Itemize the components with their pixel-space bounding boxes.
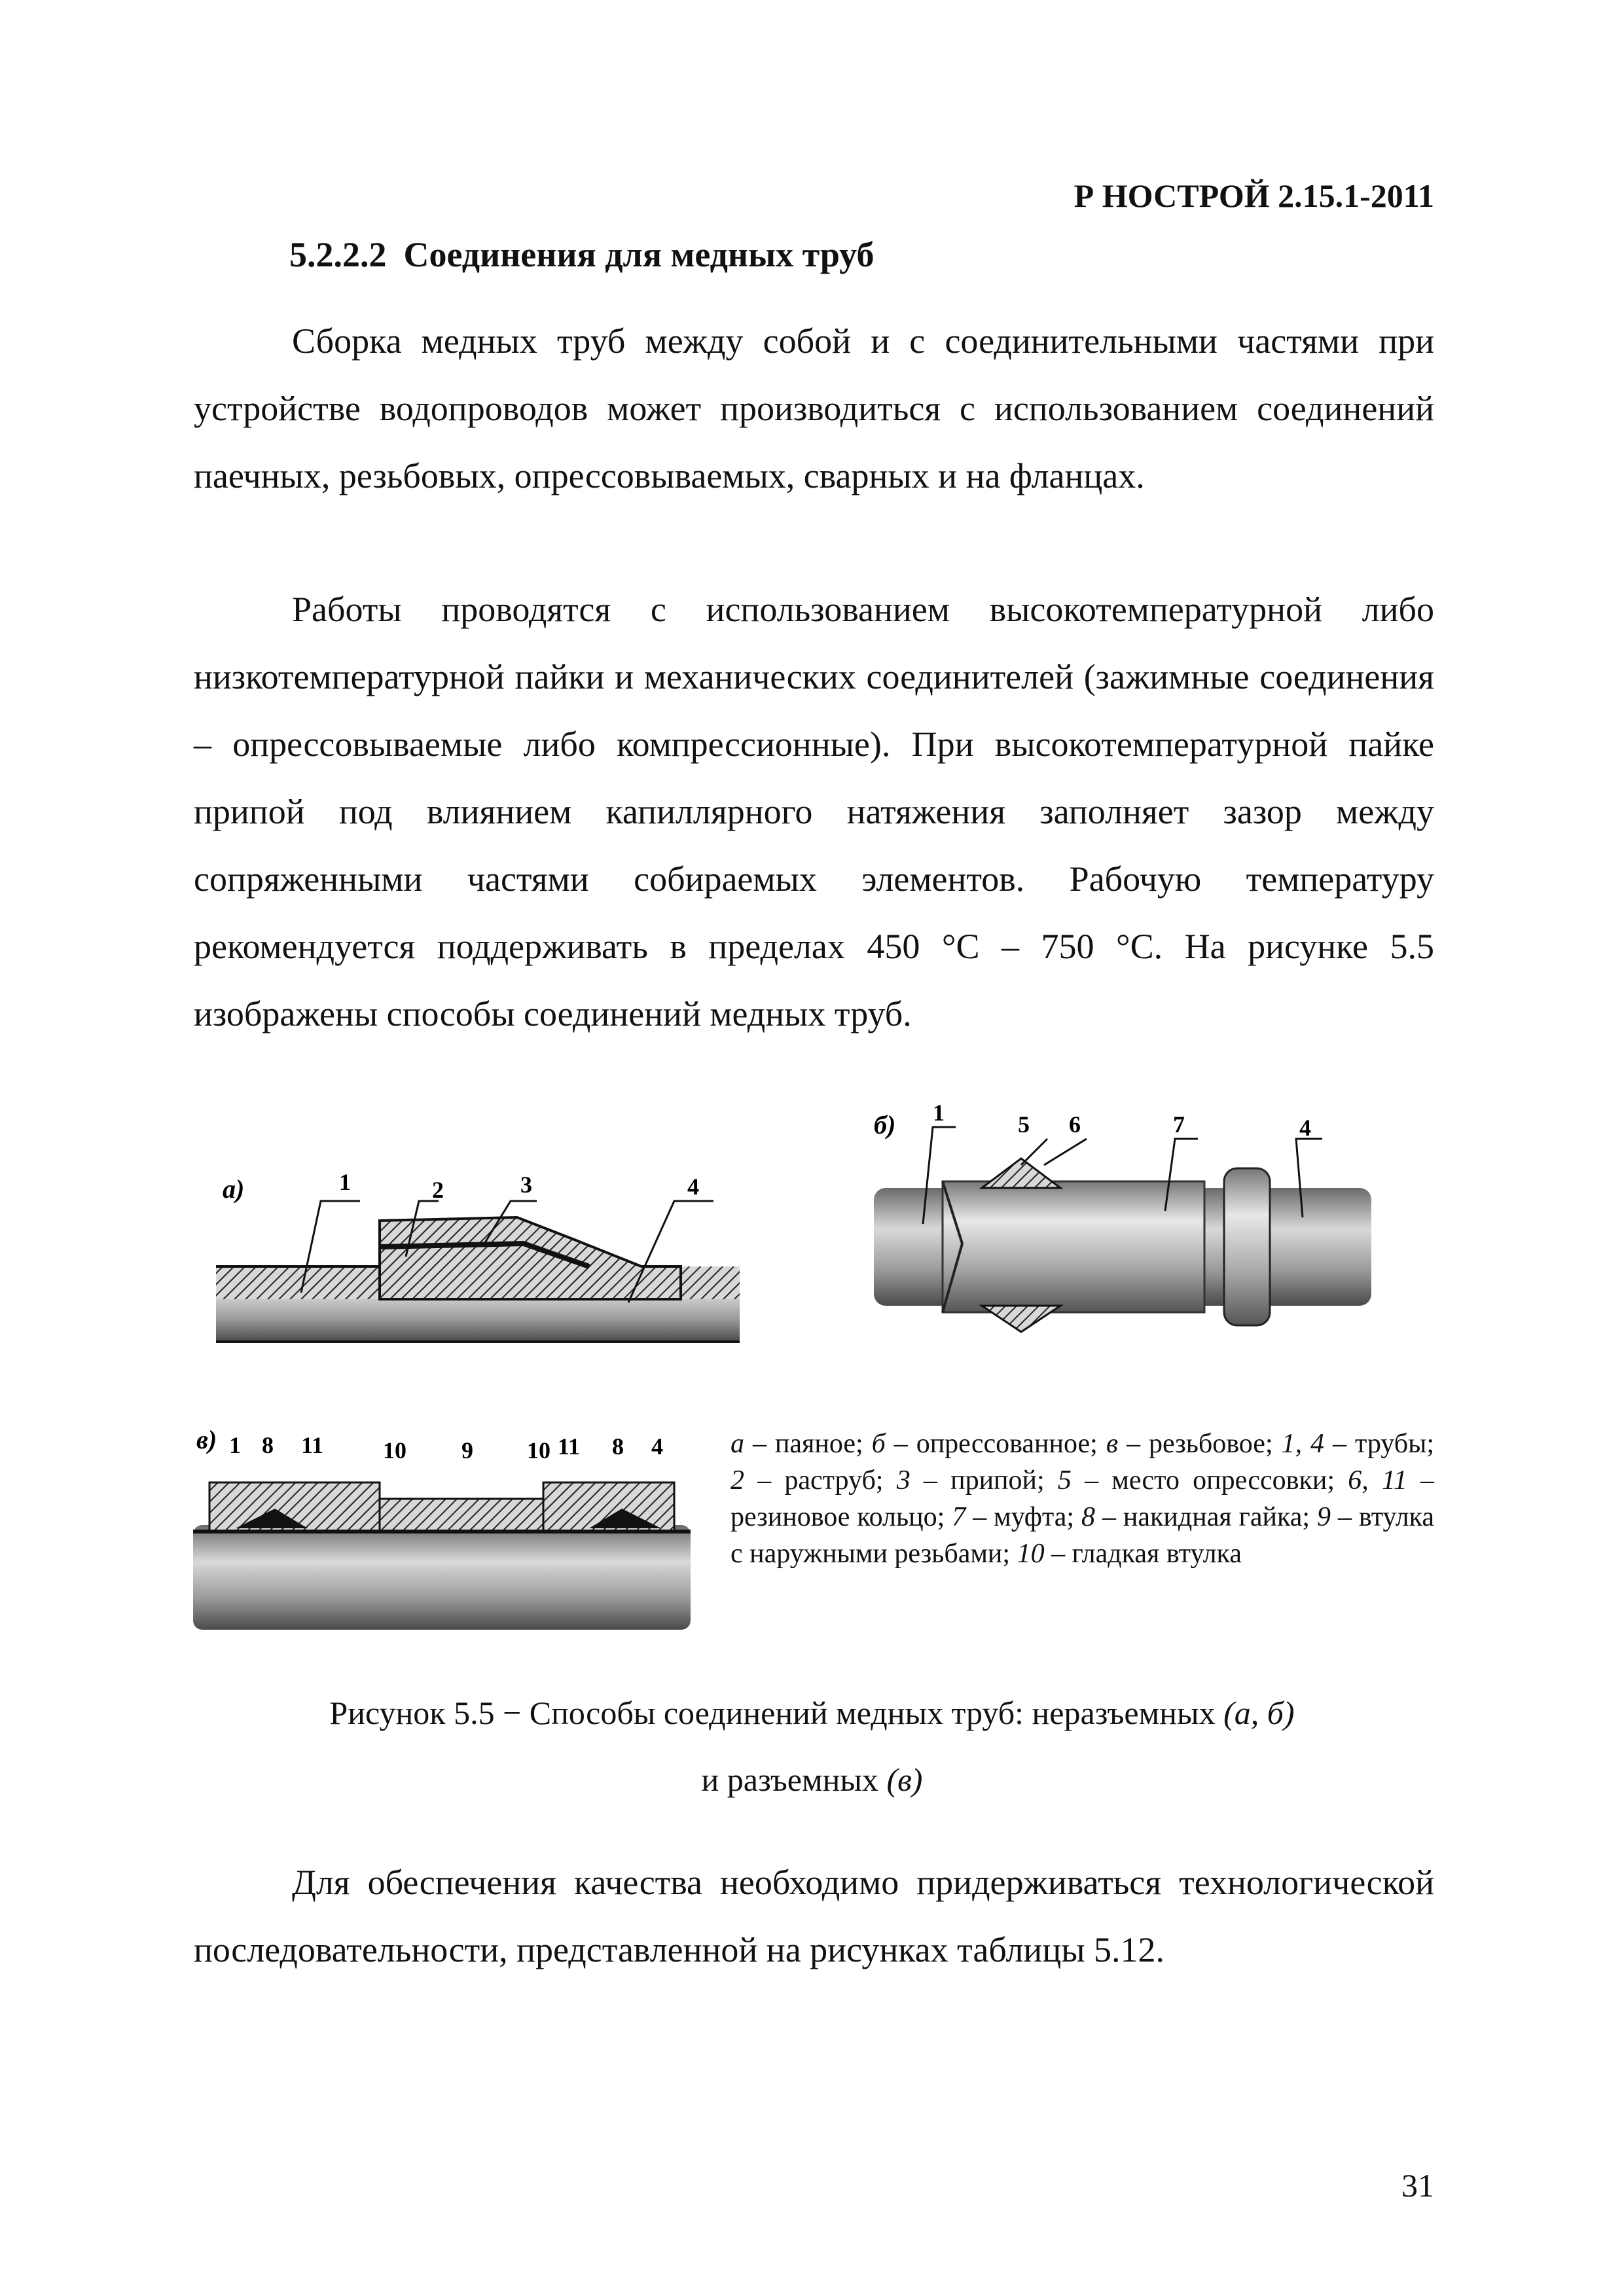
document-code: Р НОСТРОЙ 2.15.1-2011 bbox=[1074, 177, 1434, 214]
figure-v-callout-11b: 11 bbox=[558, 1433, 581, 1460]
figure-v-callout-8b: 8 bbox=[612, 1433, 624, 1460]
figure-v-callout-1: 1 bbox=[229, 1432, 241, 1458]
figure-b-collar bbox=[1224, 1168, 1270, 1325]
figure-v-letter: в) bbox=[196, 1425, 217, 1454]
figure-a-letter: а) bbox=[223, 1174, 245, 1204]
figure-legend: а – паяное; б – опрессованное; в – резьбовое; 1, 4 – трубы; 2 – раструб; 3 – припой; 5 – место опрессовки; 6, 11 – резиновое кольцо; 7 – муфта; 8 – накидная гайка; 9 – втулка с наружными резьбами; 10 – гладкая втулка bbox=[731, 1429, 1435, 1569]
figure-a-soldered-joint bbox=[216, 1217, 740, 1342]
figure-v-callout-8: 8 bbox=[262, 1432, 274, 1458]
figure-a-callout-4: 4 bbox=[687, 1174, 699, 1200]
figure-v-callout-10: 10 bbox=[383, 1437, 406, 1463]
paragraph-quality: Для обеспечения качества необходимо придерживаться технологической последовательности, представленной на рисунках таблицы 5.12. bbox=[194, 1863, 1434, 1969]
figure-b-pressed-joint bbox=[874, 1158, 1371, 1332]
figure-a-callout-1: 1 bbox=[339, 1169, 351, 1195]
figure-caption-line-1: Рисунок 5.5 − Способы соединений медных труб: неразъемных (а, б) bbox=[329, 1695, 1295, 1731]
figure-b-coupling bbox=[943, 1181, 1204, 1312]
figure-b-callout-1: 1 bbox=[933, 1100, 945, 1126]
figure-v-threaded-joint bbox=[193, 1482, 691, 1630]
figure-b-callout-7: 7 bbox=[1173, 1111, 1185, 1138]
figure-v-callout-10b: 10 bbox=[527, 1437, 550, 1463]
figure-caption-line-2: и разъемных (в) bbox=[701, 1761, 923, 1798]
paragraph-assembly: Сборка медных труб между собой и с соединительными частями при устройстве водопроводов может производиться с использованием соединений паечных, резьбовых, опрессовываемых, сварных и на фланцах. bbox=[194, 321, 1434, 495]
figure-b-callout-5: 5 bbox=[1018, 1111, 1030, 1138]
figure-v-callout-11: 11 bbox=[301, 1432, 324, 1458]
figure-v-callout-4: 4 bbox=[651, 1433, 663, 1460]
figure-a-callout-2: 2 bbox=[432, 1177, 444, 1203]
figure-a-callout-3: 3 bbox=[520, 1172, 532, 1198]
figure-b-callout-6: 6 bbox=[1069, 1111, 1081, 1138]
figure-v-callout-9: 9 bbox=[461, 1437, 473, 1463]
paragraph-soldering: Работы проводятся с использованием высокотемпературной либо низкотемпературной пайки и механических соединителей (зажимные соединения – опрессовываемые либо компрессионные). При высокотемпературной пайке припой под влиянием капиллярного натяжения заполняет зазор между сопряженными частями собираемых элементов. Рабочую температуру рекомендуется поддерживать в пределах 450 °С – 750 °С. На рисунке 5.5 изображены способы соединений медных труб. bbox=[194, 590, 1434, 1033]
figure-b-letter: б) bbox=[874, 1110, 896, 1139]
figure-v-pipe bbox=[193, 1525, 691, 1630]
section-number: 5.2.2.2 bbox=[289, 235, 387, 274]
figure-b-callout-4: 4 bbox=[1299, 1115, 1311, 1141]
figure-v-sleeve bbox=[380, 1499, 543, 1532]
page-number: 31 bbox=[1401, 2167, 1434, 2204]
section-title: Соединения для медных труб bbox=[403, 235, 875, 274]
